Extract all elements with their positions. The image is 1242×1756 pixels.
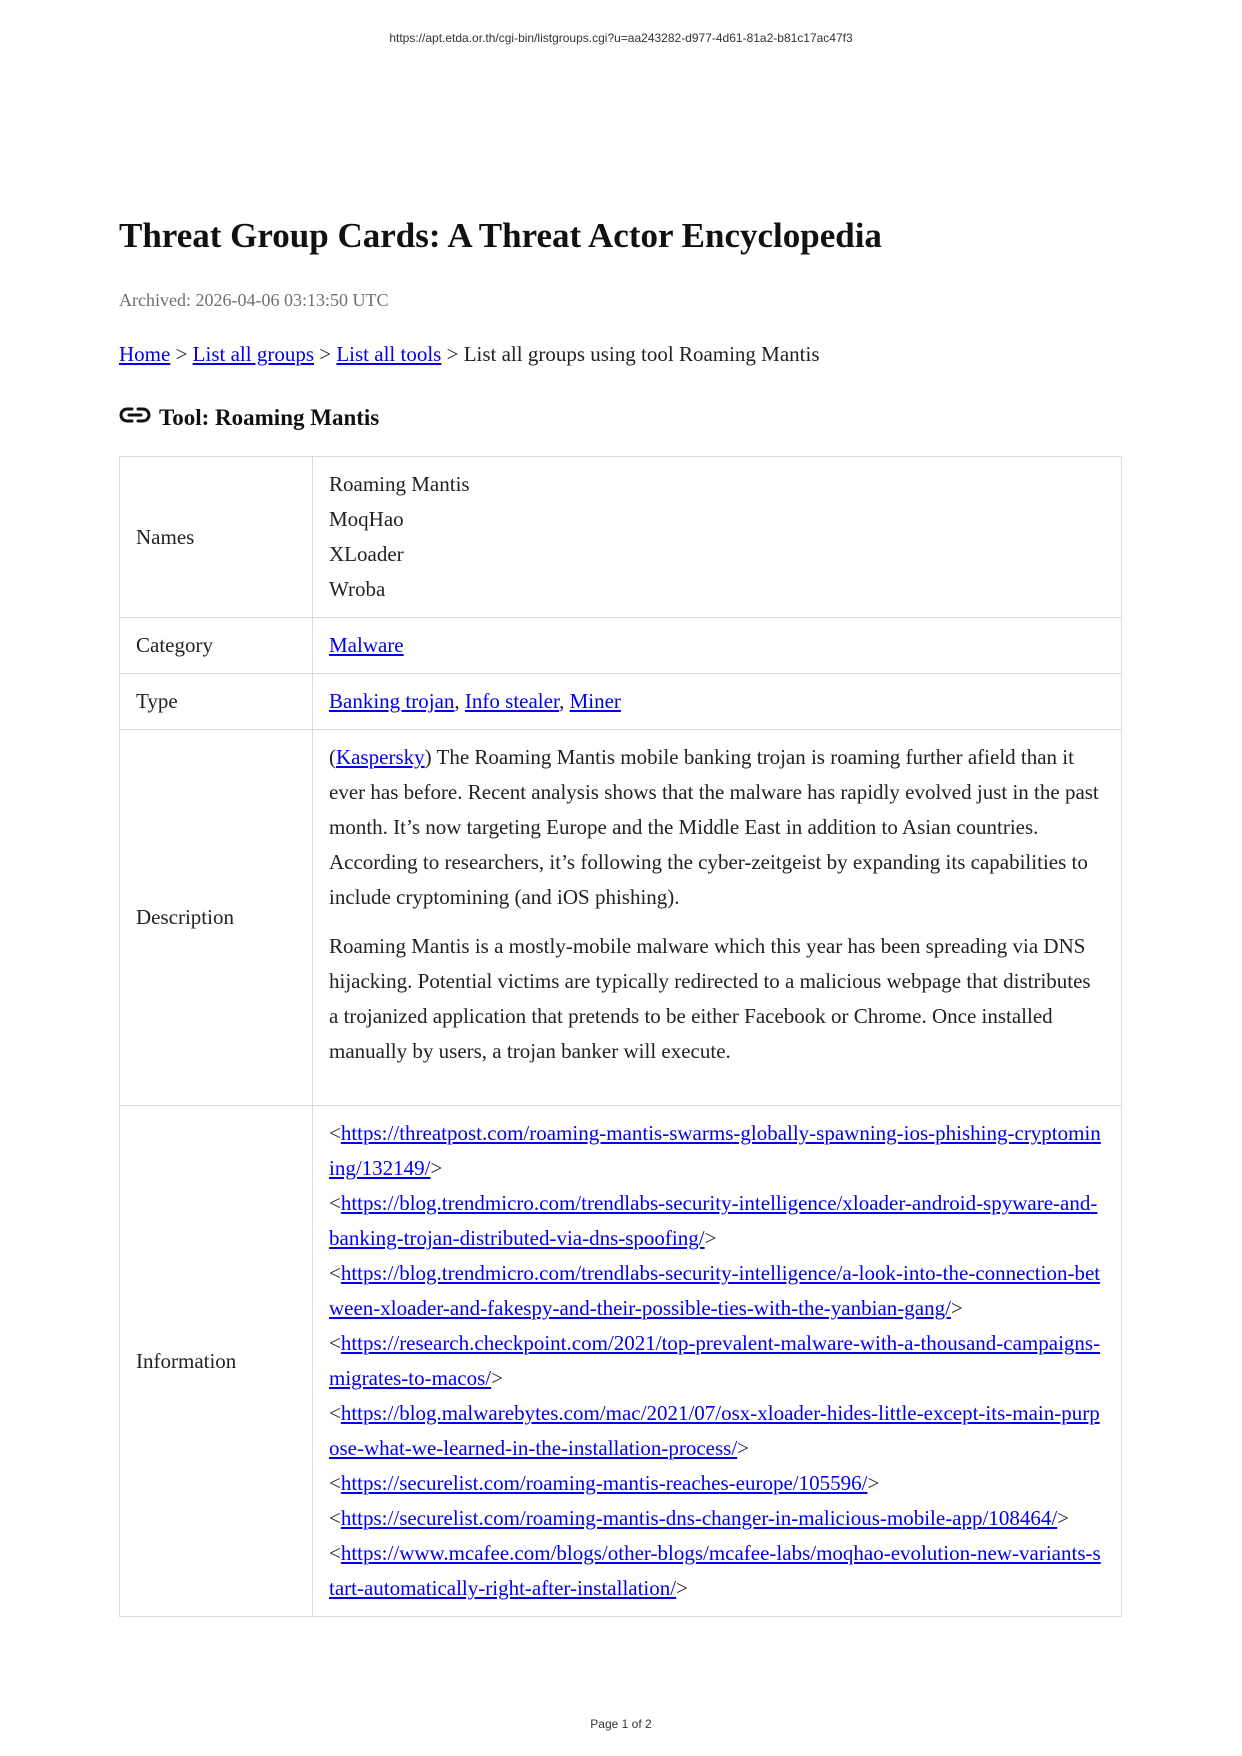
angle-open: < (329, 1121, 341, 1145)
information-link[interactable]: https://www.mcafee.com/blogs/other-blogs/mcafee-labs/moqhao-evolution-new-variants-start-automatically-right-after-installation/ (329, 1541, 1101, 1600)
angle-open: < (329, 1541, 341, 1565)
angle-open: < (329, 1401, 341, 1425)
name-item: MoqHao (329, 507, 404, 531)
information-link-item (329, 1186, 1105, 1256)
angle-open: < (329, 1471, 341, 1495)
description-label: Description (120, 730, 313, 1106)
description-paragraph: Roaming Mantis is a mostly-mobile malware which this year has been spreading via DNS hijacking. Potential victims are typically redirected to a malicious webpage that distributes a trojanized application that pretends to be either Facebook or Chrome. Once installed manually by users, a trojan banker will execute. (329, 934, 1091, 1063)
type-miner-link[interactable]: Miner (569, 689, 621, 713)
information-link[interactable]: https://research.checkpoint.com/2021/top-prevalent-malware-with-a-thousand-campaigns-migrates-to-macos/ (329, 1331, 1101, 1390)
description-value (313, 730, 1122, 1106)
type-value (313, 674, 1122, 730)
description-paragraph (329, 740, 1105, 915)
angle-close: > (867, 1471, 880, 1495)
names-label: Names (120, 457, 313, 618)
type-label: Type (120, 674, 313, 730)
information-link-item (329, 1466, 1105, 1501)
angle-close: > (1057, 1506, 1070, 1530)
information-label: Information (120, 1106, 313, 1617)
description-text: The Roaming Mantis mobile banking trojan is roaming further afield than it ever has before. Recent analysis shows that the malware has rapidly evolved just in the past month. It’s now targeting Europe and the Middle East in addition to Asian countries. According to researchers, it’s following the cyber-zeitgeist by expanding its capabilities to include cryptomining (and iOS phishing). (329, 745, 1099, 909)
information-link[interactable]: https://threatpost.com/roaming-mantis-swarms-globally-spawning-ios-phishing-cryptomining/132149/ (329, 1121, 1101, 1180)
source-kaspersky-link[interactable]: Kaspersky (336, 745, 425, 769)
type-info-stealer-link[interactable]: Info stealer (464, 689, 560, 713)
information-link-item (329, 1256, 1105, 1326)
information-link-item (329, 1116, 1105, 1186)
angle-close: > (491, 1366, 503, 1390)
main-content (119, 206, 1122, 1617)
breadcrumb-home-link[interactable]: Home (119, 342, 171, 366)
page-title: Threat Group Cards: A Threat Actor Encyclopedia (119, 216, 882, 255)
tool-heading-text: Tool: Roaming Mantis (159, 405, 380, 430)
angle-close: > (950, 1296, 963, 1320)
angle-close: > (430, 1156, 443, 1180)
paren-close: ) (424, 745, 432, 769)
archived-timestamp: Archived: 2026-04-06 03:13:50 UTC (119, 290, 389, 310)
names-row (120, 457, 1122, 618)
name-item: XLoader (329, 542, 404, 566)
tool-heading (119, 403, 1122, 433)
page-number: Page 1 of 2 (590, 1717, 652, 1731)
name-item: Roaming Mantis (329, 472, 470, 496)
type-separator: , (454, 689, 465, 713)
names-value (313, 457, 1122, 618)
information-value (313, 1106, 1122, 1617)
category-value (313, 618, 1122, 674)
type-separator: , (559, 689, 570, 713)
category-label: Category (120, 618, 313, 674)
link-icon (119, 405, 151, 433)
breadcrumb-separator: > (319, 342, 332, 366)
information-link-item (329, 1536, 1105, 1606)
category-malware-link[interactable]: Malware (329, 633, 404, 657)
breadcrumb-list-tools-link[interactable]: List all tools (336, 342, 442, 366)
angle-open: < (329, 1261, 341, 1285)
information-link[interactable]: https://securelist.com/roaming-mantis-reaches-europe/105596/ (340, 1471, 868, 1495)
breadcrumb-separator: > (446, 342, 459, 366)
breadcrumb-list-groups-link[interactable]: List all groups (192, 342, 314, 366)
information-link[interactable]: https://blog.malwarebytes.com/mac/2021/07/osx-xloader-hides-little-except-its-main-purpose-what-we-learned-in-the-installation-process/ (329, 1401, 1100, 1460)
breadcrumb (119, 340, 1122, 368)
information-link[interactable]: https://securelist.com/roaming-mantis-dns-changer-in-malicious-mobile-app/108464/ (340, 1506, 1058, 1530)
angle-open: < (329, 1331, 341, 1355)
information-link[interactable]: https://blog.trendmicro.com/trendlabs-security-intelligence/xloader-android-spyware-and-banking-trojan-distributed-via-dns-spoofing/ (329, 1191, 1098, 1250)
angle-close: > (737, 1436, 750, 1460)
name-item: Wroba (329, 577, 386, 601)
breadcrumb-current: List all groups using tool Roaming Mantis (463, 342, 820, 366)
type-banking-trojan-link[interactable]: Banking trojan (329, 689, 455, 713)
angle-open: < (329, 1191, 341, 1215)
tool-info-table (119, 456, 1122, 1617)
paren-open: ( (329, 745, 336, 769)
information-link-item (329, 1501, 1105, 1536)
angle-open: < (329, 1506, 341, 1530)
category-row (120, 618, 1122, 674)
angle-close: > (676, 1576, 688, 1600)
information-row (120, 1106, 1122, 1617)
information-link-item (329, 1326, 1105, 1396)
information-link-item (329, 1396, 1105, 1466)
description-row (120, 730, 1122, 1106)
type-row (120, 674, 1122, 730)
breadcrumb-separator: > (175, 342, 188, 366)
angle-close: > (704, 1226, 717, 1250)
print-header-url: https://apt.etda.or.th/cgi-bin/listgroups.cgi?u=aa243282-d977-4d61-81a2-b81c17ac47f3 (389, 31, 853, 45)
information-link[interactable]: https://blog.trendmicro.com/trendlabs-security-intelligence/a-look-into-the-connection-between-xloader-and-fakespy-and-their-possible-ties-with-the-yanbian-gang/ (329, 1261, 1101, 1320)
